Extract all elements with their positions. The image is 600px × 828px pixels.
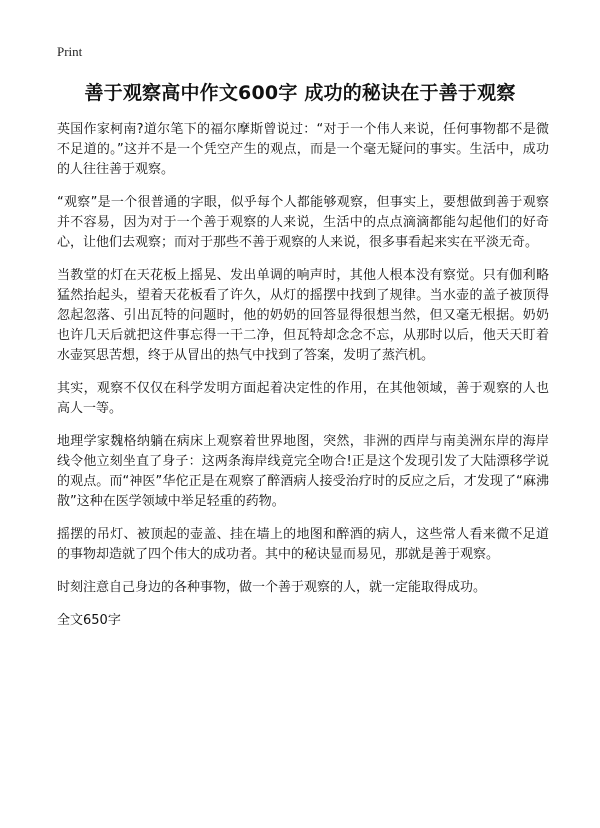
print-link[interactable]: Print (57, 44, 83, 59)
paragraph: 当教堂的灯在天花板上摇晃、发出单调的响声时，其他人根本没有察觉。只有伽利略猛然抬起头，望着天花板看了许久，从灯的摇摆中找到了规律。当水壶的盖子被顶得忽起忽落、引出瓦特的问题时，他的奶奶的回答显得很想当然，但又毫无根据。奶奶也许几天后就把这件事忘得一干二净，但瓦特却念念不忘，从那时以后，他天天盯着水壶冥思苦想，终于从冒出的热气中找到了答案，发明了蒸汽机。 (57, 268, 549, 363)
paragraph: 地理学家魏格纳躺在病床上观察着世界地图，突然，非洲的西岸与南美洲东岸的海岸线令他立刻坐直了身子：这两条海岸线竟完全吻合!正是这个发现引发了大陆漂移学说的观点。而“神医”华佗正是在观察了醉酒病人接受治疗时的反应之后，才发现了“麻沸散”这种在医学领域中举足轻重的药物。 (57, 434, 549, 509)
word-count: 全文650字 (57, 613, 121, 628)
article-body (57, 120, 549, 631)
paragraph: 英国作家柯南?道尔笔下的福尔摩斯曾说过：“对于一个伟人来说，任何事物都不是微不足道的。”这并不是一个凭空产生的观点，而是一个毫无疑问的事实。生活中，成功的人往往善于观察。 (57, 122, 549, 177)
paragraph: “观察”是一个很普通的字眼，似乎每个人都能够观察，但事实上，要想做到善于观察并不容易，因为对于一个善于观察的人来说，生活中的点点滴滴都能勾起他们的好奇心，让他们去观察；而对于那些不善于观察的人来说，很多事看起来实在平淡无奇。 (57, 195, 549, 250)
paragraph: 摇摆的吊灯、被顶起的壶盖、挂在墙上的地图和醉酒的病人，这些常人看来微不足道的事物却造就了四个伟大的成功者。其中的秘诀显而易见，那就是善于观察。 (57, 527, 549, 562)
article-title: 善于观察高中作文600字 成功的秘诀在于善于观察 (84, 82, 516, 104)
paragraph: 其实，观察不仅仅在科学发明方面起着决定性的作用，在其他领域，善于观察的人也高人一等。 (57, 381, 549, 416)
paragraph: 时刻注意自己身边的各种事物，做一个善于观察的人，就一定能取得成功。 (57, 580, 487, 595)
